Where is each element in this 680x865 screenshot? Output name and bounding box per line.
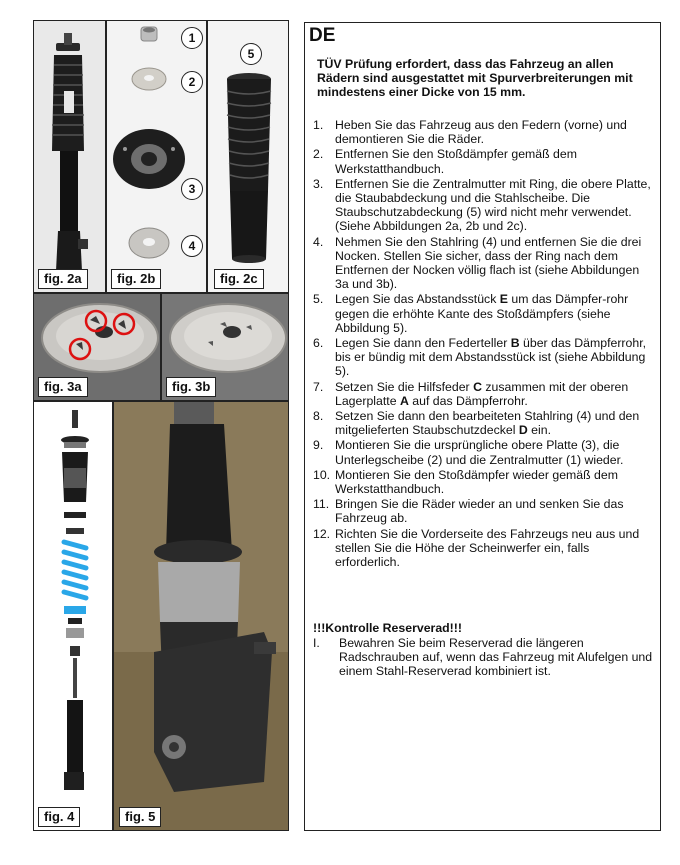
step-2: 2. Entfernen Sie den Stoßdämpfer gemäß dem Werkstatthandbuch. (313, 147, 577, 176)
installation-steps (313, 118, 653, 570)
figure-4-panel (33, 401, 113, 831)
strut-with-boot-illustration (34, 21, 106, 293)
spare-wheel-note: I. Bewahren Sie beim Reserverad die längeren Radschrauben auf, wenn das Fahrzeug mit Alufelgen und einem Stahl-Reserverad kombiniert ist. (313, 636, 653, 679)
step-4: 4. Nehmen Sie den Stahlring (4) und entfernen Sie die drei Nocken. Stellen Sie sicher, dass der Ring nach dem Entfernen der Nocken völlig flach ist (siehe Abbildungen 3a und 3b). (313, 234, 642, 292)
figure-2a-panel (33, 20, 106, 293)
callout-1: 1 (181, 27, 203, 49)
step-9: 9. Montieren Sie die ursprüngliche obere Platte (3), die Unterlegscheibe (2) und die Zentralmutter (1) wieder. (313, 438, 624, 467)
step-6: 6. Legen Sie dann den Federteller B über das Dämpferrohr, bis er bündig mit dem Abstandsstück ist (siehe Abbildung 5). (313, 336, 647, 379)
step-12: 12. Richten Sie die Vorderseite des Fahrzeugs neu aus und stellen Sie die Höhe der Scheinwerfer ein, falls erforderlich. (313, 526, 640, 570)
figure-2c-panel (207, 20, 289, 293)
callout-4: 4 (181, 235, 203, 257)
figure-4-label: fig. 4 (38, 807, 80, 827)
step-1: 1. Heben Sie das Fahrzeug aus den Federn (vorne) und demontieren Sie die Räder. (313, 118, 627, 147)
step-7: 7. Setzen Sie die Hilfsfeder C zusammen mit der oberen Lagerplatte A auf das Dämpferrohr. (313, 379, 629, 408)
callout-2: 2 (181, 71, 203, 93)
figure-3b-panel (161, 293, 289, 401)
language-heading: DE (309, 25, 336, 46)
figure-3a-panel (33, 293, 161, 401)
step-5: 5. Legen Sie das Abstandsstück E um das Dämpfer-rohr gegen die erhöhte Kante des Stoßdämpfers (siehe Abbildung 5). (313, 292, 629, 335)
exploded-kit-illustration (34, 402, 113, 831)
figure-5-panel (113, 401, 289, 831)
instructions-box (304, 22, 661, 831)
step-3: 3. Entfernen Sie die Zentralmutter mit Ring, die obere Platte, die Staubabdeckung und die Stahlscheibe. Die Staubschutzabdeckung (5) wird nicht mehr verwendet. (Siehe Abbildungen 2a, 2b und 2c). (313, 176, 651, 234)
figure-2b-label: fig. 2b (111, 269, 161, 289)
step-11: 11. Bringen Sie die Räder wieder an und senken Sie das Fahrzeug ab. (313, 497, 624, 526)
installed-strut-illustration (114, 402, 289, 831)
callout-3: 3 (181, 178, 203, 200)
figure-3b-label: fig. 3b (166, 377, 216, 397)
step-10: 10. Montieren Sie den Stoßdämpfer wieder gemäß dem Werkstatthandbuch. (313, 467, 618, 497)
figure-3a-label: fig. 3a (38, 377, 88, 397)
figure-2a-label: fig. 2a (38, 269, 88, 289)
figure-5-label: fig. 5 (119, 807, 161, 827)
figure-2c-label: fig. 2c (214, 269, 264, 289)
spare-wheel-heading: !!!Kontrolle Reserverad!!! (313, 621, 462, 635)
figure-2b-panel (106, 20, 207, 293)
tuv-warning: TÜV Prüfung erfordert, dass das Fahrzeug an allen Rädern sind ausgestattet mit Spurverbreiterungen mit mindestens einer Dicke von 15 mm. (317, 57, 633, 99)
callout-5: 5 (240, 43, 262, 65)
step-8: 8. Setzen Sie dann den bearbeiteten Stahlring (4) und den mitgelieferten Staubschutzdeckel D ein. (313, 409, 640, 438)
